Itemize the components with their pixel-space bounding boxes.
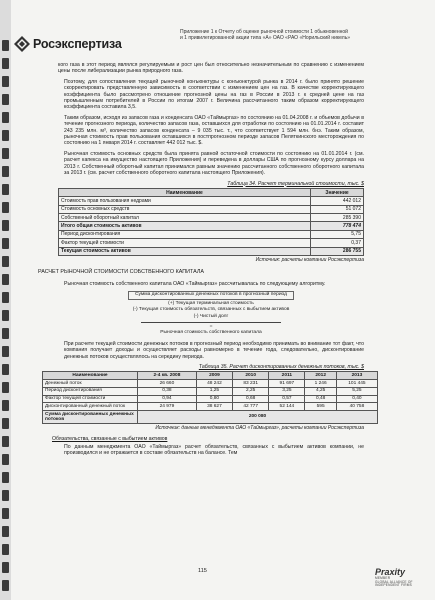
- cell: 101 445: [336, 380, 377, 388]
- row-label: Стоимость основных средств: [59, 205, 311, 213]
- binder-hole: [2, 328, 9, 339]
- table-row: [59, 230, 364, 238]
- table-row: [59, 239, 364, 247]
- row-label: Денежный поток: [43, 380, 138, 388]
- cell: 0,68: [233, 395, 269, 403]
- paragraph: Таким образом, исходя из запасов газа и конденсата ОАО «Таймыргаз» по состоянию на 01.04.2008 г. и объемов добычи в течение прогнозного периода, количество запасов газа, оставшихся для отработки по состоянию на 01.01.2014 г. составит 243 235 млн. м³, количество запасов конденсата – 9 035 тыс. т., что соответствует 1 594 млн. бнэ. Таким образом, рыночная стоимость прав пользования оставшихся в постпрогнозном периоде запасов Пеляткинского месторождения по состоянию на 1 января 2014 г. составляет 442 012 тыс. $.: [64, 114, 364, 147]
- cell: 4,25: [305, 387, 336, 395]
- binder-hole: [2, 544, 9, 555]
- binder-hole: [2, 58, 9, 69]
- table34-caption: Таблица 34. Расчет терминальной стоимости, тыс. $: [227, 180, 364, 187]
- binder-hole: [2, 112, 9, 123]
- cell: 0,94: [138, 395, 197, 403]
- obligations-title: Обязательства, связанные с выбытием активов: [52, 435, 168, 442]
- table-row: [43, 403, 378, 411]
- binder-hole: [2, 508, 9, 519]
- table-header: 2009: [196, 372, 232, 380]
- row-label: Дисконтированный денежный поток: [43, 403, 138, 411]
- cell: 0,57: [269, 395, 305, 403]
- praxity-logo: [375, 567, 421, 588]
- table-row: [59, 205, 364, 213]
- binder-hole: [2, 202, 9, 213]
- table-header: 2011: [269, 372, 305, 380]
- header-note: [180, 29, 380, 41]
- cell: 1,25: [196, 387, 232, 395]
- cell: 40 758: [336, 403, 377, 411]
- binder-hole: [2, 220, 9, 231]
- binder-hole: [2, 94, 9, 105]
- row-value: 286 755: [311, 247, 364, 255]
- row-label: Период дисконтирования: [59, 230, 311, 238]
- binder-hole: [2, 292, 9, 303]
- cell: 200 080: [138, 411, 378, 424]
- table-header: Наименование: [59, 188, 311, 196]
- row-value: 51 072: [311, 205, 364, 213]
- row-value: 778 474: [311, 222, 364, 230]
- binder-strip: [0, 0, 11, 600]
- row-label: Текущая стоимость активов: [59, 247, 311, 255]
- discounted-cashflow-table: [42, 371, 378, 424]
- cell: 24 979: [138, 403, 197, 411]
- table-header: Значение: [311, 188, 364, 196]
- cell: 0,80: [196, 395, 232, 403]
- cell: 1 246: [305, 380, 336, 388]
- binder-hole: [2, 256, 9, 267]
- logo: [14, 36, 122, 52]
- binder-hole: [2, 580, 9, 591]
- row-label: Собственный оборотный капитал: [59, 214, 311, 222]
- table-row: [59, 247, 364, 255]
- cell: 3,25: [269, 387, 305, 395]
- scheme-line: (-) Чистый долг: [193, 313, 229, 319]
- cell: 91 697: [269, 380, 305, 388]
- paragraph: По данным менеджмента ОАО «Таймыргаз» расчет обязательств, связанных с выбытием активов компании, не производился и не отражается в составе обязательств на балансе. Тем: [64, 444, 364, 457]
- row-label: Итого общая стоимость активов: [59, 222, 311, 230]
- table-header: Наименование: [43, 372, 138, 380]
- table-row: [43, 387, 378, 395]
- row-value: 5,75: [311, 230, 364, 238]
- binder-hole: [2, 562, 9, 573]
- cell: 52 144: [269, 403, 305, 411]
- cell: 5,25: [336, 387, 377, 395]
- cell: 42 777: [233, 403, 269, 411]
- row-value: 0,37: [311, 239, 364, 247]
- row-label: Сумма дисконтированных денежных потоков: [43, 411, 138, 424]
- cell: 2,25: [233, 387, 269, 395]
- binder-hole: [2, 526, 9, 537]
- scheme-line: (-) Текущая стоимость обязательств, связанных с выбытием активов: [132, 307, 290, 313]
- binder-hole: [2, 400, 9, 411]
- binder-hole: [2, 148, 9, 159]
- paragraph: Поэтому, для сопоставления текущей рыночной конъюнктуры с конъюнктурой рынка в 2014 г. было принято решение скорректировать представленную зависимость в соответствии с изменением цен на газ. В качестве корректирующего коэффициента было рассмотрено отношение прогнозной цены на газ в России в 2013 г. к средней цене на газ промышленным потребителей в России по итогам 2007 г. Величина рассчитанного таким образом корректирующего коэффициента составила 3,5.: [64, 78, 364, 111]
- cell: 0,38: [138, 387, 197, 395]
- header-note-line: Приложение 1 к Отчету об оценке рыночной стоимости 1 обыкновенной: [180, 29, 348, 35]
- binder-hole: [2, 238, 9, 249]
- main-content: [38, 62, 366, 461]
- scheme-line: =: [209, 323, 213, 329]
- binder-hole: [2, 382, 9, 393]
- binder-hole: [2, 364, 9, 375]
- table-row: [59, 222, 364, 230]
- table35-caption: Таблица 35. Расчет дисконтированных денежных потоков, тыс. $: [198, 363, 364, 370]
- table-row: [59, 197, 364, 205]
- table-header: 2-4 кв. 2008: [138, 372, 197, 380]
- binder-hole: [2, 490, 9, 501]
- scheme-divider: [141, 322, 281, 323]
- row-label: Период дисконтирования: [43, 387, 138, 395]
- praxity-sub: GLOBAL ALLIANCE OF: [375, 579, 413, 584]
- cell: 595: [305, 403, 336, 411]
- binder-hole: [2, 274, 9, 285]
- cell: 0,40: [336, 395, 377, 403]
- binder-hole: [2, 40, 9, 51]
- binder-hole: [2, 346, 9, 357]
- table-header: 2010: [233, 372, 269, 380]
- binder-hole: [2, 166, 9, 177]
- binder-hole: [2, 76, 9, 87]
- table34-source: Источник: расчеты компании Росэкспертиза: [255, 256, 364, 263]
- table-header: 2013: [336, 372, 377, 380]
- table35-source: Источник: данные менеджмента ОАО «Таймыргаз», расчеты компании Росэкспертиза: [155, 425, 364, 432]
- paragraph: При расчете текущей стоимости денежных потоков в прогнозный период необходимо принимать во внимание тот факт, что компания получает доходы и осуществляет расходы равномерно в течение года, следовательно, дисконтирование денежных потоков осуществлялось на середину периода.: [64, 340, 364, 360]
- binder-hole: [2, 184, 9, 195]
- binder-hole: [2, 436, 9, 447]
- binder-hole: [2, 418, 9, 429]
- binder-hole: [2, 454, 9, 465]
- binder-hole: [2, 472, 9, 483]
- cell: 38 627: [196, 403, 232, 411]
- table-header: 2012: [305, 372, 336, 380]
- table-row-total: [43, 411, 378, 424]
- row-label: Фактор текущей стоимости: [43, 395, 138, 403]
- row-value: 285 390: [311, 214, 364, 222]
- row-value: 442 012: [311, 197, 364, 205]
- cell: 26 660: [138, 380, 197, 388]
- praxity-sub: INDEPENDENT FIRMS: [375, 583, 412, 588]
- table-row: [59, 214, 364, 222]
- calculation-scheme: [58, 291, 364, 337]
- table-row: [43, 395, 378, 403]
- praxity-sub: MEMBER: [375, 576, 391, 580]
- cell: 0,48: [305, 395, 336, 403]
- logo-icon: [14, 36, 30, 52]
- row-label: Стоимость прав пользования недрами: [59, 197, 311, 205]
- page-number: 115: [198, 568, 207, 574]
- section-title: РАСЧЕТ РЫНОЧНОЙ СТОИМОСТИ СОБСТВЕННОГО КАПИТАЛА: [38, 269, 204, 276]
- row-label: Фактор текущей стоимости: [59, 239, 311, 247]
- logo-text: Росэкспертиза: [33, 37, 122, 51]
- cell: 83 231: [233, 380, 269, 388]
- paragraph: кого газа в этот период являлся регулируемым и рост цен был относительно незначительным по сравнению с изменением цены после либерализации рынка природного газа.: [58, 62, 364, 75]
- cell: 48 242: [196, 380, 232, 388]
- praxity-name: Praxity: [375, 567, 406, 577]
- binder-hole: [2, 130, 9, 141]
- scheme-line: Сумма дисконтированных денежных потоков в прогнозный период: [128, 291, 294, 300]
- paragraph: Рыночная стоимость основных средств была принята равной остаточной стоимости по состоянию на 01.01.2014 г. (см. расчет капекса на имущество настоящего Приложения) и переведена в доллары США по прогнозному курсу доллара на 2013 г. Собственный оборотный капитал принимался равным значению рассчитанного собственного оборотного капитала за 2013 г. (см. расчет собственного оборотного капитала настоящего Приложения).: [64, 150, 364, 177]
- scheme-line: Рыночная стоимость собственного капитала: [160, 330, 262, 336]
- paragraph: Рыночная стоимость собственного капитала ОАО «Таймыргаз» рассчитывалась по следующему алгоритму.: [64, 280, 326, 287]
- table-row: [43, 380, 378, 388]
- header-note-line: и 1 привилегированной акции типа «А» ОАО «РАО «Норильский никель»: [180, 35, 351, 42]
- scheme-line: (+) Текущая терминальная стоимость: [168, 300, 254, 306]
- terminal-value-table: [58, 188, 364, 256]
- binder-hole: [2, 310, 9, 321]
